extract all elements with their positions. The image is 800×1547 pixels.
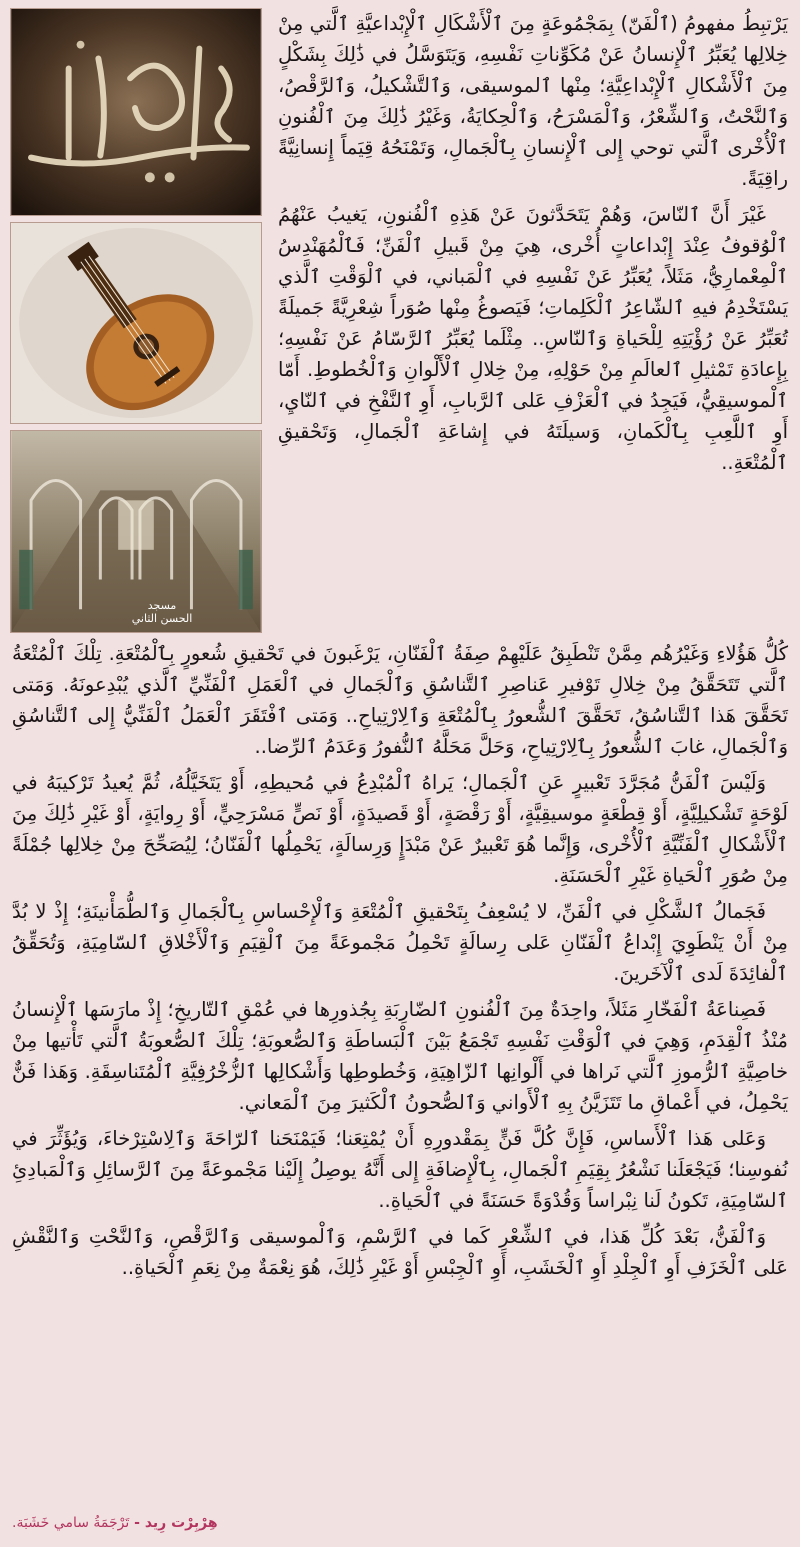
credit-separator: -	[129, 1515, 145, 1531]
article-text-top	[278, 8, 788, 483]
article-text-bottom	[12, 638, 788, 1288]
article-paragraph-5: فَجَمالُ ٱلشَّكْلِ في ٱلْفَنِّ، لا يُسْعِفُ بِتَحْقيقِ ٱلْمُتْعَةِ وَٱلْإِحْساسِ بِٱلْجَمالِ وَٱلطُّمَأْنينَةِ؛ إِذْ لا بُدَّ مِنْ أَنْ يَنْطَوِيَ إِبْداعُ ٱلْفَنّانِ عَلى رِسالَةٍ تَحْمِلُ مَجْموعَةً مِنَ ٱلْقِيَمِ وَٱلْأَخْلاقِ ٱلسّامِيَةِ، وَتُحَقِّقُ ٱلْفائِدَةَ لَدى ٱلْآخَرينَ.	[12, 900, 788, 985]
oud-icon	[11, 223, 261, 423]
article-paragraph-1: يَرْتبِطُ مفهومُ (ٱلْفَنّ) بِمَجْمُوعَةٍ مِنَ ٱلْأَشْكَالِ ٱلْإِبْداعيَّةِ ٱلَّتي مِنْ خِلالِها يُعَبِّرُ ٱلْإِنسانُ عَنْ مُكَوِّناتِ نَفْسِهِ، وَيَتَوَسَّلُ في ذَٰلِكَ بِشَكْلٍ مِنَ ٱلْأَشْكالِ ٱلْإِبْداعِيَّةِ؛ مِنْها ٱلموسيقى، وَٱلتَّشْكيلُ، وَٱلرَّقْصُ، وَٱلنَّحْتُ، وَٱلشِّعْرُ، وَٱلْمَسْرَحُ، وَٱلْحِكايَةُ، وَغَيْرُ ذَٰلِكَ مِنَ ٱلْفُنونِ ٱلْأُخْرى ٱلَّتي توحي إِلى ٱلْإِنسانِ بِٱلْجَمالِ، وَتَمْنَحُهُ قِيَماً إِنسانِيَّةً راقِيَةً.	[278, 12, 788, 190]
calligraphy-icon	[11, 9, 261, 215]
article-paragraph-3: كُلُّ هَؤُلاءِ وَغَيْرُهُم مِمَّنْ تَنْطَبِقُ عَلَيْهِمْ صِفَةُ ٱلْفَنّانِ، يَرْغَبونَ في تَحْقيقِ شُعورٍ بِٱلْمُتْعَةِ. تِلْكَ ٱلْمُتْعَةُ ٱلَّتي تَتَحَقَّقُ مِنْ خِلالِ تَوْفيرِ عَناصِرِ ٱلتَّناسُقِ وَٱلْجَمالِ في ٱلْعَمَلِ ٱلْفَنِّيِّ ٱلَّذي يُبْدِعونَهُ. وَمَتى تَحَقَّقَ هَذا ٱلتَّناسُقُ، تَحَقَّقَ ٱلشُّعورُ بِٱلْمُتْعَةِ وَٱلِارْتِياحِ.. وَمَتى ٱفْتَقَرَ ٱلْعَمَلُ ٱلْفَنِّيُّ إِلى ٱلتَّناسُقِ وَٱلْجَمالِ، غابَ ٱلشُّعورُ بِٱلِارْتِياحِ، وَحَلَّ مَحَلَّهُ ٱلنُّفورُ وَعَدَمُ ٱلرِّضا..	[12, 642, 788, 758]
article-paragraph-4: وَلَيْسَ ٱلْفَنُّ مُجَرَّدَ تَعْبيرٍ عَنِ ٱلْجَمالِ؛ يَراهُ ٱلْمُبْدِعُ في مُحيطِهِ، أَوْ يَتَخَيَّلُهُ، ثُمَّ يُعيدُ تَرْكيبَهُ في لَوْحَةٍ تَشْكيلِيَّةٍ، أَوْ قِطْعَةٍ موسيقِيَّةٍ، أَوْ رَقْصَةٍ، أَوْ قَصيدَةٍ، أَوْ نَصٍّ مَسْرَحِيٍّ، أَوْ رِوايَةٍ، أَوْ غَيْرِ ذَٰلِكَ مِنَ ٱلْأَشْكالِ ٱلْفَنِّيَّةِ ٱلْأُخْرى، وَإِنَّما هُوَ تَعْبيرٌ عَنْ مَبْدَإٍ وَرِسالَةٍ، يَحْمِلُها ٱلْفَنّانُ؛ لِيُصَحِّحَ مِنْ خِلالِها جُمْلَةً مِنْ صُوَرِ ٱلْحَياةِ غَيْرِ ٱلْحَسَنَةِ.	[12, 771, 788, 887]
calligraphy-image	[10, 8, 262, 216]
mosque-image	[10, 430, 262, 633]
article-paragraph-8: وَٱلْفَنُّ، بَعْدَ كُلِّ هَذا، في ٱلشِّعْرِ كَما في ٱلرَّسْمِ، وَٱلْموسيقى وَٱلرَّقْصِ، وَٱلنَّحْتِ وَٱلنَّقْشِ عَلى ٱلْخَزَفِ أَوِ ٱلْجِلْدِ أَوِ ٱلْخَشَبِ، أَوِ ٱلْجِبْسِ أَوْ غَيْرِ ذَٰلِكَ، هُوَ نِعْمَةٌ مِنْ نِعَمِ ٱلْحَياةِ..	[12, 1225, 788, 1279]
oud-image	[10, 222, 262, 424]
mosque-caption-line2: الحسن الثاني	[131, 612, 193, 625]
credit-author: هِرْبِرْت رِيد	[144, 1515, 218, 1531]
credit-translator: تَرْجَمَةُ سامي خَشَبَة.	[12, 1515, 130, 1531]
article-credit	[12, 1515, 218, 1531]
article-paragraph-6: فَصِناعَةُ ٱلْفَخّارِ مَثَلاً، واحِدَةٌ مِنَ ٱلْفُنونِ ٱلضّارِبَةِ بِجُذورِها في عُمْقِ ٱلتّاريخِ؛ إِذْ مارَسَها ٱلْإِنسانُ مُنْذُ ٱلْقِدَمِ، وَهِيَ في ٱلْوَقْتِ نَفْسِهِ تَجْمَعُ بَيْنَ ٱلْبَساطَةِ وَٱلصُّعوبَةِ؛ تِلْكَ ٱلصُّعوبَةُ ٱلَّتي تَأْتيها مِنْ خاصِيَّةِ ٱلرُّموزِ ٱلَّتي نَراها في أَلْوانِها ٱلزّاهِيَةِ، وَخُطوطِها وَأَشْكالِها ٱلزُّخْرُفِيَّةِ ٱلْمُتَناسِقَةِ. وَهَذا فَنٌّ يَحْمِلُ، في أَعْماقِ ما تَتَزَيَّنُ بِهِ ٱلْأَواني وَٱلصُّحونُ ٱلْكَثيرَ مِنَ ٱلْمَعاني.	[12, 998, 788, 1114]
mosque-caption	[127, 599, 197, 625]
article-paragraph-7: وَعَلى هَذا ٱلْأَساسِ، فَإِنَّ كُلَّ فَنٍّ بِمَقْدورِهِ أَنْ يُمْتِعَنا؛ فَيَمْنَحَنا ٱلرّاحَةَ وَٱلِاسْتِرْخاءَ، وَيُؤَثِّرَ في نُفوسِنا؛ فَيَجْعَلَنا نَشْعُرُ بِقِيَمِ ٱلْجَمالِ، بِٱلْإِضافَةِ إِلى أَنَّهُ يوصِلُ إِلَيْنا مَجْموعَةً مِنَ ٱلرَّسائِلِ وَٱلْمَبادِئِ ٱلسّامِيَةِ، تَكونُ لَنا نِبْراساً وَقُدْوَةً حَسَنَةً في ٱلْحَياةِ..	[12, 1127, 788, 1212]
mosque-caption-line1: مسجد	[147, 599, 177, 612]
article-paragraph-2: غَيْرَ أَنَّ ٱلنّاسَ، وَهُمْ يَتَحَدَّثونَ عَنْ هَذِهِ ٱلْفُنونِ، يَغيبُ عَنْهُمُ ٱلْوُقوفُ عِنْدَ إِبْداعاتٍ أُخْرى، هِيَ مِنْ قَبيلِ ٱلْفَنِّ؛ فَٱلْمُهَنْدِسُ ٱلْمِعْمارِيُّ، مَثَلاً، يُعَبِّرُ عَنْ نَفْسِهِ في ٱلْمَباني، في ٱلْوَقْتِ ٱلَّذي يَسْتَخْدِمُ فيهِ ٱلشّاعِرُ ٱلْكَلِماتِ؛ فَيَصوغُ مِنْها صُوَراً شِعْرِيَّةً جَميلَةً تُعَبِّرُ عَنْ رُؤْيَتِهِ لِلْحَياةِ وَٱلنّاسِ.. مِثْلَما يُعَبِّرُ ٱلرَّسّامُ عَنْ نَفْسِهِ؛ بِإِعادَةِ تَمْثيلِ ٱلعالَمِ مِنْ حَوْلِهِ، مِنْ خِلالِ ٱلْأَلْوانِ وَٱلْخُطوطِ. أَمّا ٱلْموسيقِيُّ، فَيَجِدُ في ٱلْعَزْفِ عَلى ٱلرَّبابِ، أَوِ ٱلنَّفْخِ في ٱلنّايِ، أَوِ ٱللَّعِبِ بِٱلْكَمانِ، وَسيلَتَهُ في إِشاعَةِ ٱلْجَمالِ، وَتَحْقيقِ ٱلْمُتْعَةِ..	[278, 203, 788, 474]
